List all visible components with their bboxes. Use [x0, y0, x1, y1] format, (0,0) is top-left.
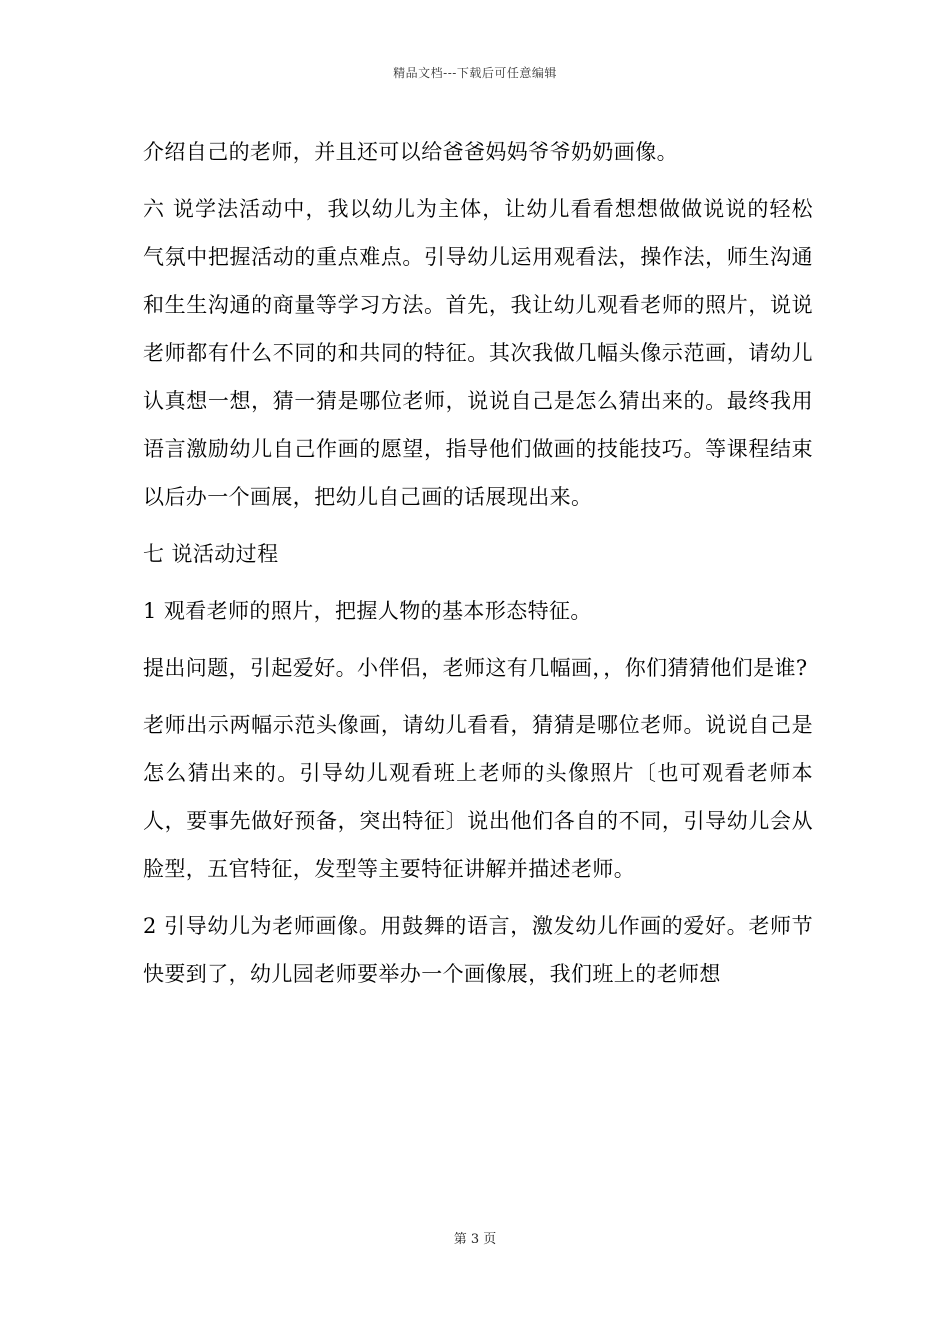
- paragraph-demonstration: 老师出示两幅示范头像画，请幼儿看看，猜猜是哪位老师。说说自己是怎么猜出来的。引导幼儿观看班上老师的头像照片〔也可观看老师本人，要事先做好预备，突出特征〕说出他们各自的不同，引导幼儿会从脸型，五官特征，发型等主要特征讲解并描述老师。: [143, 713, 813, 881]
- paragraph-question: 提出问题，引起爱好。小伴侣，老师这有几幅画，，你们猜猜他们是谁?: [143, 656, 808, 680]
- page-header: 精品文档---下载后可任意编辑: [393, 66, 557, 80]
- document-body: [143, 128, 813, 1007]
- page-number: 第 3 页: [453, 1232, 497, 1247]
- paragraph-continuation: 介绍自己的老师，并且还可以给爸爸妈妈爷爷奶奶画像。: [143, 140, 678, 164]
- step-2-paragraph: 2 引导幼儿为老师画像。用鼓舞的语言，激发幼儿作画的爱好。老师节快要到了，幼儿园老师要举办一个画像展，我们班上的老师想: [143, 914, 813, 986]
- section-7-heading: 七 说活动过程: [143, 542, 279, 566]
- paragraph-section-6: 六 说学法活动中，我以幼儿为主体，让幼儿看看想想做做说说的轻松气氛中把握活动的重点难点。引导幼儿运用观看法，操作法，师生沟通和生生沟通的商量等学习方法。首先，我让幼儿观看老师的照片，说说老师都有什么不同的和共同的特征。其次我做几幅头像示范画，请幼儿认真想一想，猜一猜是哪位老师，说说自己是怎么猜出来的。最终我用语言激励幼儿自己作画的愿望，指导他们做画的技能技巧。等课程结束以后办一个画展，把幼儿自己画的话展现出来。: [143, 197, 813, 509]
- step-1-heading: 1 观看老师的照片，把握人物的基本形态特征。: [143, 599, 592, 623]
